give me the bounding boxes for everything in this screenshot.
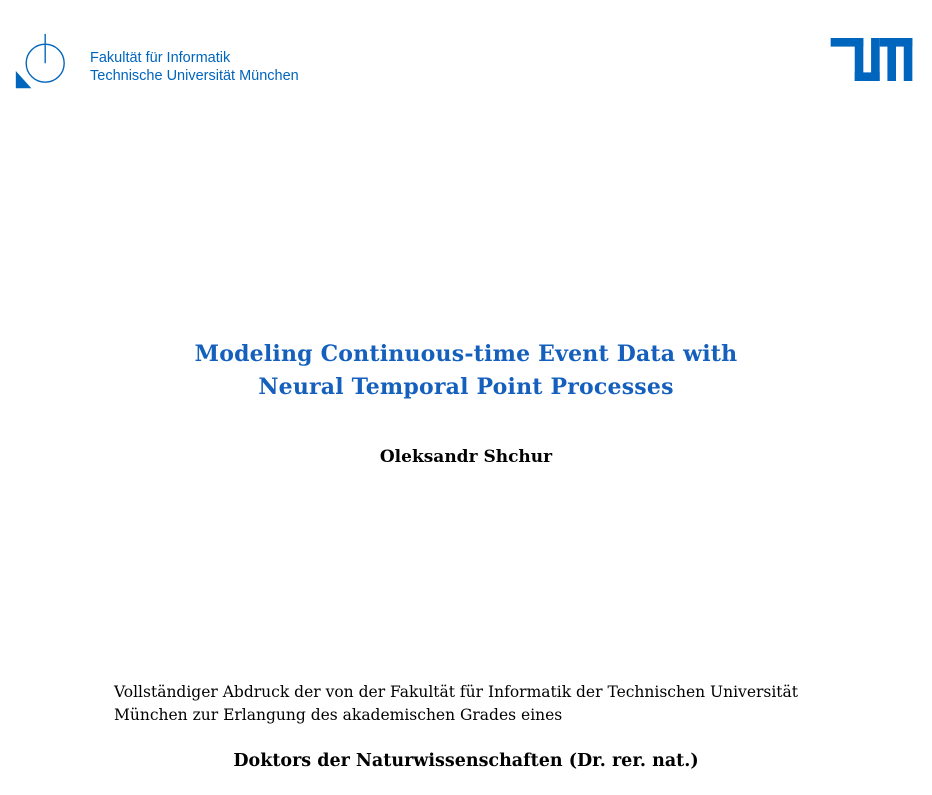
- university-name: Technische Universität München: [90, 68, 299, 84]
- faculty-text-block: [90, 33, 299, 85]
- abdruck-paragraph: [114, 681, 834, 727]
- thesis-title-line-1: Modeling Continuous-time Event Data with: [194, 341, 738, 367]
- faculty-header: [14, 33, 299, 90]
- abdruck-line-1: Vollständiger Abdruck der von der Fakultät für Informatik der Technischen Universität: [114, 683, 799, 701]
- author-name: Oleksandr Shchur: [379, 447, 553, 467]
- faculty-seal-icon: [14, 33, 66, 90]
- tum-logo-icon: [826, 38, 917, 81]
- faculty-name: Fakultät für Informatik: [90, 50, 231, 66]
- thesis-title: [0, 338, 932, 404]
- thesis-title-line-2: Neural Temporal Point Processes: [258, 374, 674, 400]
- degree-line: Doktors der Naturwissenschaften (Dr. rer. nat.): [233, 751, 699, 771]
- abdruck-line-2: München zur Erlangung des akademischen Grades eines: [114, 706, 563, 724]
